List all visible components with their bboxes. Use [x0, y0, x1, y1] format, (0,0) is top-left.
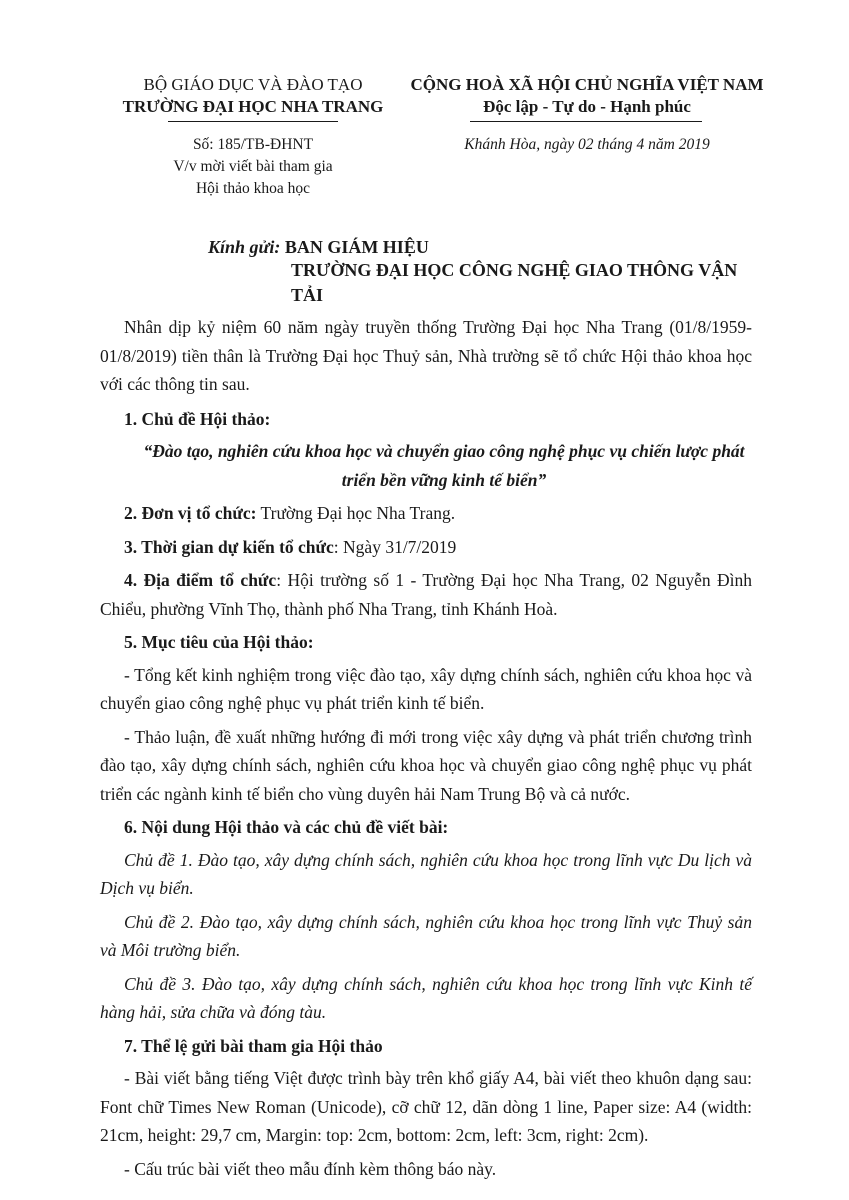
section-1-title: 1. Chủ đề Hội thảo: [124, 408, 271, 429]
recipient-line-1: BAN GIÁM HIỆU [284, 237, 429, 257]
section-2-label: 2. Đơn vị tổ chức: [124, 503, 257, 523]
section-7-title: 7. Thể lệ gửi bài tham gia Hội thảo [124, 1035, 383, 1056]
section-4 [100, 566, 752, 623]
section-6-topic-2: Chủ đề 2. Đào tạo, xây dựng chính sách, nghiên cứu khoa học trong lĩnh vực Thuỷ sản và Môi trường biển. [100, 911, 752, 960]
section-5-item-1: - Tổng kết kinh nghiệm trong việc đào tạo, xây dựng chính sách, nghiên cứu khoa học và chuyển giao công nghệ phục vụ phát triển kinh tế biển. [100, 664, 752, 713]
subject-line-1: V/v mời viết bài tham gia [173, 158, 333, 175]
section-3-value: : Ngày 31/7/2019 [333, 536, 457, 557]
intro-paragraph: Nhân dịp kỷ niệm 60 năm ngày truyền thống Trường Đại học Nha Trang (01/8/1959-01/8/2019) tiền thân là Trường Đại học Thuỷ sản, Nhà trường sẽ tổ chức Hội thảo khoa học với các thông tin sau. [100, 317, 752, 394]
place-date: Khánh Hòa, ngày 02 tháng 4 năm 2019 [464, 136, 710, 153]
section-6-title: 6. Nội dung Hội thảo và các chủ đề viết bài: [124, 817, 449, 837]
section-5-title: 5. Mục tiêu của Hội thảo: [124, 632, 314, 652]
section-2 [100, 499, 752, 528]
subject-line-2: Hội thảo khoa học [195, 180, 311, 197]
motto-underline [470, 121, 702, 122]
conference-theme: “Đào tạo, nghiên cứu khoa học và chuyển giao công nghệ phục vụ chiến lược phát triển bền vững kinh tế biển” [143, 441, 745, 490]
section-6-topic-3: Chủ đề 3. Đào tạo, xây dựng chính sách, nghiên cứu khoa học trong lĩnh vực Kinh tế hàng hải, sửa chữa và đóng tàu. [100, 973, 752, 1022]
country-name: CỘNG HOÀ XÃ HỘI CHỦ NGHĨA VIỆT NAM [410, 75, 764, 94]
university-underline [168, 121, 338, 122]
section-2-value: Trường Đại học Nha Trang. [256, 503, 456, 523]
document-number: Số: 185/TB-ĐHNT [192, 136, 314, 153]
recipient-line-2: TRƯỜNG ĐẠI HỌC CÔNG NGHỆ GIAO THÔNG VẬN TẢI [291, 260, 738, 305]
recipient-label: Kính gửi: [208, 237, 281, 257]
section-3 [100, 533, 752, 562]
document-body [100, 313, 752, 1183]
section-6-topic-1: Chủ đề 1. Đào tạo, xây dựng chính sách, nghiên cứu khoa học trong lĩnh vực Du lịch và Dịch vụ biển. [100, 849, 752, 898]
section-7-item-1: - Bài viết bằng tiếng Việt được trình bày trên khổ giấy A4, bài viết theo khuôn dạng sau: Font chữ Times New Roman (Unicode), cỡ chữ 12, dãn dòng 1 line, Paper size: A4 (width: 21cm, height: 29,7 cm, Margin: top: 2cm, bottom: 2cm, left: 3cm, right: 2cm). [100, 1068, 752, 1145]
section-4-label: 4. Địa điểm tổ chức [124, 570, 277, 590]
section-7-item-2: - Cấu trúc bài viết theo mẫu đính kèm thông báo này. [124, 1158, 497, 1179]
section-4-value: : Hội trường số 1 - Trường Đại học Nha Trang, 02 Nguyễn Đình Chiểu, phường Vĩnh Thọ, thành phố Nha Trang, tỉnh Khánh Hoà. [100, 570, 753, 619]
recipient-block [208, 235, 768, 260]
section-3-label: 3. Thời gian dự kiến tổ chức [124, 536, 334, 557]
section-5-item-2: - Thảo luận, đề xuất những hướng đi mới trong việc xây dựng và phát triển chương trình đào tạo, xây dựng chính sách, nghiên cứu khoa học và chuyển giao công nghệ phục vụ phát triển các ngành kinh tế biển cho vùng duyên hải Nam Trung Bộ và cả nước. [100, 726, 752, 804]
ministry-name: BỘ GIÁO DỤC VÀ ĐÀO TẠO [143, 75, 363, 94]
university-name: TRƯỜNG ĐẠI HỌC NHA TRANG [122, 97, 384, 116]
national-motto: Độc lập - Tự do - Hạnh phúc [483, 97, 691, 116]
